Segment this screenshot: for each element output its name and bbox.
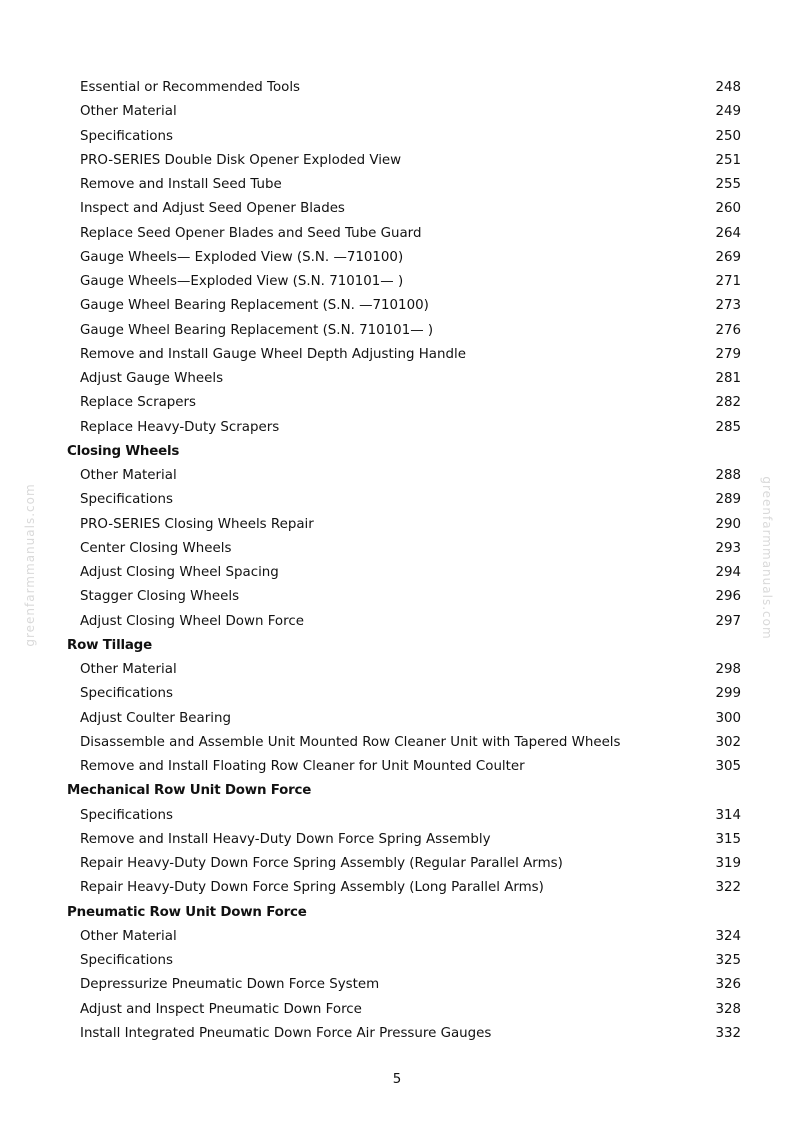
entry-page-number: 294 bbox=[715, 565, 741, 580]
entry-page-number: 326 bbox=[715, 977, 741, 993]
toc-entry[interactable] bbox=[0, 270, 794, 294]
toc-entry[interactable] bbox=[0, 973, 794, 997]
entry-title: Disassemble and Assemble Unit Mounted Row Cleaner Unit with Tapered Wheels bbox=[80, 734, 621, 750]
entry-page-number: 282 bbox=[715, 395, 741, 411]
entry-title: Other Material bbox=[80, 104, 177, 120]
entry-title: Specifications bbox=[80, 953, 173, 968]
toc-entry[interactable] bbox=[0, 343, 794, 367]
toc-entry[interactable] bbox=[0, 513, 794, 537]
entry-page-number: 325 bbox=[715, 953, 741, 968]
entry-page-number: 273 bbox=[715, 298, 741, 314]
toc-entry[interactable] bbox=[0, 76, 794, 100]
entry-page-number: 298 bbox=[715, 662, 741, 677]
entry-page-number: 285 bbox=[715, 419, 741, 435]
page-number: 5 bbox=[392, 1072, 402, 1087]
toc-entry[interactable] bbox=[0, 416, 794, 440]
entry-page-number: 302 bbox=[715, 734, 741, 750]
entry-title: Repair Heavy-Duty Down Force Spring Assembly (Long Parallel Arms) bbox=[80, 880, 544, 896]
entry-page-number: 251 bbox=[715, 152, 741, 168]
watermark-left: greenfarmmanuals.com bbox=[23, 483, 37, 647]
toc-entry[interactable] bbox=[0, 367, 794, 391]
entry-page-number: 297 bbox=[715, 613, 741, 629]
entry-page-number: 249 bbox=[715, 104, 741, 120]
entry-title: Other Material bbox=[80, 662, 177, 677]
entry-page-number: 271 bbox=[715, 274, 741, 289]
toc-section-heading bbox=[0, 901, 794, 925]
entry-page-number: 332 bbox=[715, 1025, 741, 1041]
section-title: Row Tillage bbox=[67, 637, 152, 653]
toc-section-heading bbox=[0, 779, 794, 803]
entry-title: Replace Scrapers bbox=[80, 395, 197, 411]
entry-page-number: 248 bbox=[715, 80, 741, 95]
entry-page-number: 250 bbox=[715, 128, 741, 144]
entry-page-number: 314 bbox=[715, 807, 741, 823]
entry-title: Adjust Gauge Wheels bbox=[80, 371, 224, 386]
entry-page-number: 288 bbox=[715, 468, 741, 483]
toc-entry[interactable] bbox=[0, 537, 794, 561]
entry-page-number: 300 bbox=[715, 710, 741, 726]
toc-entry[interactable] bbox=[0, 391, 794, 415]
entry-page-number: 279 bbox=[715, 346, 741, 362]
entry-title: Inspect and Adjust Seed Opener Blades bbox=[80, 201, 345, 217]
section-title: Closing Wheels bbox=[67, 443, 180, 459]
toc-entry[interactable] bbox=[0, 246, 794, 270]
toc-entry[interactable] bbox=[0, 319, 794, 343]
entry-title: Replace Heavy-Duty Scrapers bbox=[80, 419, 280, 435]
toc-entry[interactable] bbox=[0, 755, 794, 779]
entry-page-number: 319 bbox=[715, 856, 741, 871]
entry-title: Replace Seed Opener Blades and Seed Tube Guard bbox=[80, 225, 422, 241]
toc-entry[interactable] bbox=[0, 804, 794, 828]
entry-page-number: 290 bbox=[715, 516, 741, 532]
toc-section-heading bbox=[0, 440, 794, 464]
entry-title: Remove and Install Seed Tube bbox=[80, 177, 282, 192]
entry-title: Remove and Install Gauge Wheel Depth Adjusting Handle bbox=[80, 346, 466, 362]
toc-entry[interactable] bbox=[0, 610, 794, 634]
toc-entry[interactable] bbox=[0, 707, 794, 731]
entry-page-number: 322 bbox=[715, 880, 741, 896]
toc-section-heading bbox=[0, 634, 794, 658]
toc-entry[interactable] bbox=[0, 925, 794, 949]
entry-title: PRO-SERIES Double Disk Opener Exploded View bbox=[80, 152, 402, 168]
entry-page-number: 293 bbox=[715, 540, 741, 556]
entry-title: Other Material bbox=[80, 928, 177, 944]
section-title: Pneumatic Row Unit Down Force bbox=[67, 904, 307, 920]
table-of-contents bbox=[0, 76, 794, 1046]
toc-entry[interactable] bbox=[0, 658, 794, 682]
entry-page-number: 255 bbox=[715, 177, 741, 192]
entry-title: Gauge Wheel Bearing Replacement (S.N. 710101— ) bbox=[80, 322, 434, 338]
entry-title: PRO-SERIES Closing Wheels Repair bbox=[80, 516, 314, 532]
toc-entry[interactable] bbox=[0, 125, 794, 149]
entry-title: Center Closing Wheels bbox=[80, 540, 232, 556]
entry-page-number: 328 bbox=[715, 1001, 741, 1017]
entry-title: Depressurize Pneumatic Down Force System bbox=[80, 977, 380, 993]
entry-page-number: 276 bbox=[715, 322, 741, 338]
entry-title: Gauge Wheels— Exploded View (S.N. —710100) bbox=[80, 249, 404, 265]
entry-title: Adjust and Inspect Pneumatic Down Force bbox=[80, 1001, 362, 1017]
entry-title: Other Material bbox=[80, 468, 177, 483]
toc-entry[interactable] bbox=[0, 464, 794, 488]
toc-entry[interactable] bbox=[0, 852, 794, 876]
entry-title: Specifications bbox=[80, 492, 173, 508]
entry-page-number: 299 bbox=[715, 686, 741, 702]
entry-title: Repair Heavy-Duty Down Force Spring Assembly (Regular Parallel Arms) bbox=[80, 856, 563, 871]
entry-page-number: 305 bbox=[715, 759, 741, 774]
entry-title: Specifications bbox=[80, 128, 173, 144]
entry-page-number: 264 bbox=[715, 225, 741, 241]
watermark-right: greenfarmmanuals.com bbox=[760, 476, 774, 640]
section-title: Mechanical Row Unit Down Force bbox=[67, 783, 312, 799]
toc-entry[interactable] bbox=[0, 585, 794, 609]
toc-entry[interactable] bbox=[0, 197, 794, 221]
entry-title: Specifications bbox=[80, 686, 173, 702]
toc-entry[interactable] bbox=[0, 998, 794, 1022]
toc-entry[interactable] bbox=[0, 682, 794, 706]
entry-title: Stagger Closing Wheels bbox=[80, 589, 240, 605]
entry-title: Remove and Install Heavy-Duty Down Force Spring Assembly bbox=[80, 831, 491, 847]
toc-entry[interactable] bbox=[0, 876, 794, 900]
toc-entry[interactable] bbox=[0, 149, 794, 173]
entry-page-number: 269 bbox=[715, 249, 741, 265]
entry-title: Essential or Recommended Tools bbox=[80, 80, 301, 95]
entry-title: Install Integrated Pneumatic Down Force Air Pressure Gauges bbox=[80, 1025, 492, 1041]
entry-title: Adjust Closing Wheel Spacing bbox=[80, 565, 279, 580]
entry-title: Adjust Coulter Bearing bbox=[80, 710, 231, 726]
entry-page-number: 296 bbox=[715, 589, 741, 605]
entry-page-number: 324 bbox=[715, 928, 741, 944]
toc-entry[interactable] bbox=[0, 100, 794, 124]
toc-entry[interactable] bbox=[0, 1022, 794, 1046]
entry-title: Gauge Wheels—Exploded View (S.N. 710101— ) bbox=[80, 274, 404, 289]
toc-entry[interactable] bbox=[0, 731, 794, 755]
entry-page-number: 281 bbox=[715, 371, 741, 386]
entry-page-number: 315 bbox=[715, 831, 741, 847]
entry-title: Adjust Closing Wheel Down Force bbox=[80, 613, 304, 629]
toc-entry[interactable] bbox=[0, 828, 794, 852]
entry-title: Gauge Wheel Bearing Replacement (S.N. —710100) bbox=[80, 298, 429, 314]
toc-entry[interactable] bbox=[0, 222, 794, 246]
entry-page-number: 289 bbox=[715, 492, 741, 508]
entry-page-number: 260 bbox=[715, 201, 741, 217]
entry-title: Specifications bbox=[80, 807, 173, 823]
toc-entry[interactable] bbox=[0, 488, 794, 512]
toc-entry[interactable] bbox=[0, 561, 794, 585]
entry-title: Remove and Install Floating Row Cleaner for Unit Mounted Coulter bbox=[80, 759, 525, 774]
toc-entry[interactable] bbox=[0, 949, 794, 973]
toc-entry[interactable] bbox=[0, 173, 794, 197]
toc-entry[interactable] bbox=[0, 294, 794, 318]
